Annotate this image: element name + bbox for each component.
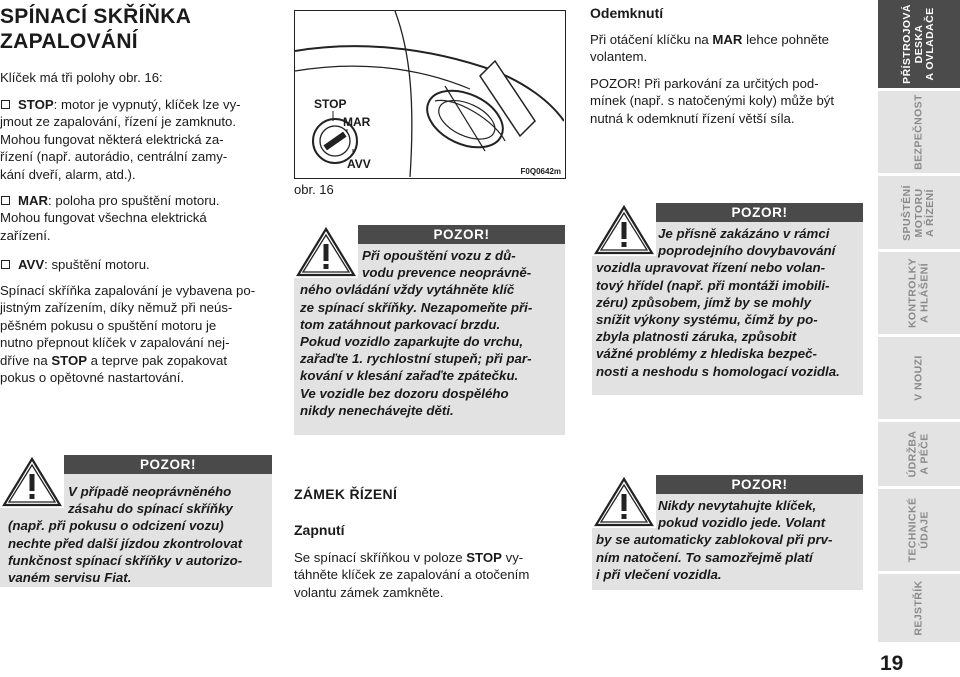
sidebar-tab-label bbox=[902, 4, 937, 84]
body-line: vy- bbox=[501, 550, 524, 565]
sidebar-tab-v-nouzi[interactable] bbox=[878, 337, 960, 419]
warning-line: ného ovládání vždy vytáhněte klíč bbox=[300, 282, 515, 298]
tab-line: A PÉČE bbox=[918, 433, 930, 475]
sidebar-tab-pristrojova-deska[interactable] bbox=[878, 0, 960, 88]
stop-key: STOP bbox=[18, 97, 54, 112]
tab-line: ÚDRŽBA bbox=[906, 430, 919, 478]
body-line: volantu zámek zamkněte. bbox=[294, 584, 444, 600]
lock-paragraph bbox=[0, 282, 272, 386]
sidebar-tab-label bbox=[908, 431, 931, 478]
section-title: ZÁMEK ŘÍZENÍ bbox=[294, 486, 398, 502]
intro-label: Klíček má tři polohy obr. 16: bbox=[0, 70, 163, 85]
sidebar-tab-technicke-udaje[interactable] bbox=[878, 489, 960, 571]
warning-line: Nikdy nevytahujte klíček, bbox=[658, 498, 817, 513]
sidebar-tab-rejstrik[interactable] bbox=[878, 574, 960, 642]
warning-header: POZOR! bbox=[358, 225, 565, 244]
warning-line: vážné problémy z hlediska bezpeč- bbox=[596, 346, 817, 362]
warning-line: kování v klesání zařaďte zpátečku. bbox=[300, 368, 519, 384]
title-line-1: SPÍNACÍ SKŘÍŇKA bbox=[0, 5, 192, 28]
warning-line: ze spínací skříňky. Nezapomeňte při- bbox=[300, 299, 533, 315]
checkbox-square-icon bbox=[1, 100, 10, 109]
warning-line: V případě neoprávněného bbox=[68, 484, 232, 499]
mar-inline: MAR bbox=[712, 32, 743, 47]
tab-line: MOTORU bbox=[912, 188, 925, 237]
warning-line: i při vlečení vozidla. bbox=[596, 566, 722, 582]
avv-key: AVV bbox=[18, 257, 45, 272]
warning-line: tom zatáhnout parkovací brzdu. bbox=[300, 316, 501, 332]
warning-line: Pokud vozidlo zaparkujte do vrchu, bbox=[300, 334, 524, 350]
body-line: Při otáčení klíčku na bbox=[590, 32, 713, 47]
warning-line: zařaďte 1. rychlostní stupeň; při par- bbox=[300, 351, 532, 367]
body-line: lehce pohněte bbox=[742, 32, 829, 47]
warning-line: ním natočení. To samozřejmě platí bbox=[596, 549, 813, 565]
warning-line: funkčnost spínací skříňky v autorizo- bbox=[8, 552, 243, 568]
warning-box bbox=[294, 225, 565, 435]
tab-line: PŘÍSTROJOVÁ bbox=[900, 4, 913, 84]
body-line: Se spínací skříňkou v poloze bbox=[294, 550, 467, 565]
tab-line: A ŘÍZENÍ bbox=[923, 188, 936, 237]
figure-caption: obr. 16 bbox=[294, 182, 334, 197]
body-line: mínek (např. s natočenými koly) může být bbox=[590, 93, 835, 109]
title-line-2: ZAPALOVÁNÍ bbox=[0, 30, 138, 53]
warning-line: Je přísně zakázáno v rámci bbox=[658, 226, 830, 241]
figure-label-stop: STOP bbox=[314, 97, 347, 111]
mar-line: zařízení. bbox=[0, 227, 51, 243]
warning-line: Při opouštění vozu z dů- bbox=[362, 248, 516, 263]
tab-line: TECHNICKÉ bbox=[906, 497, 919, 563]
bullet-avv bbox=[0, 256, 272, 273]
odemknuti-text bbox=[590, 31, 862, 66]
warning-line: vozidla upravovat řízení nebo volan- bbox=[596, 260, 826, 276]
tab-line: A OVLADAČE bbox=[923, 7, 936, 81]
paragraph-line: nutno přepnout klíček v zapalování nej- bbox=[0, 335, 230, 351]
warning-header: POZOR! bbox=[64, 455, 272, 474]
mar-line: : poloha pro spuštění motoru. bbox=[48, 193, 220, 208]
paragraph-line: jistným zařízením, díky němuž při neús- bbox=[0, 300, 233, 316]
avv-line: : spuštění motoru. bbox=[44, 257, 150, 272]
body-line: POZOR! Při parkování za určitých pod- bbox=[590, 76, 819, 91]
warning-text bbox=[596, 497, 861, 583]
warning-line: by se automaticky zablokoval při prv- bbox=[596, 532, 833, 548]
warning-line: nechte před další jízdou zkontrolovat bbox=[8, 535, 243, 551]
sidebar-tab-kontrolky[interactable] bbox=[878, 252, 960, 334]
checkbox-square-icon bbox=[1, 196, 10, 205]
page-number: 19 bbox=[880, 652, 904, 675]
bullet-mar bbox=[0, 192, 272, 244]
stop-line: : motor je vypnutý, klíček lze vy- bbox=[53, 97, 241, 112]
warning-line: Ve vozidle bez dozoru dospělého bbox=[300, 385, 509, 401]
sidebar-tab-label bbox=[902, 185, 937, 241]
pozor-note bbox=[590, 75, 865, 127]
tab-line: V NOUZI bbox=[912, 355, 925, 401]
body-line: nutná k odemknutí řízení větší síla. bbox=[590, 110, 795, 126]
sidebar-tab-spusteni-motoru[interactable] bbox=[878, 176, 960, 249]
warning-line: vaném servisu Fiat. bbox=[8, 570, 132, 586]
warning-text bbox=[300, 247, 564, 419]
paragraph-line: Spínací skříňka zapalování je vybavena po- bbox=[0, 283, 256, 298]
warning-header: POZOR! bbox=[656, 203, 863, 222]
mar-line: Mohou fungovat všechna elektrická bbox=[0, 210, 207, 226]
warning-line: nikdy nenechávejte děti. bbox=[300, 402, 454, 418]
warning-line: snížit výkony systému, čímž by po- bbox=[596, 312, 818, 328]
warning-box bbox=[592, 203, 863, 395]
sidebar-tab-label bbox=[913, 355, 925, 400]
tab-line: DESKA bbox=[912, 24, 925, 64]
figure-code: F0Q0642m bbox=[520, 167, 561, 176]
stop-line: kání dveří, alarm, atd.). bbox=[0, 166, 136, 182]
body-line: volantem. bbox=[590, 49, 648, 65]
warning-line: zéru) způsobem, jímž by se mohly bbox=[596, 294, 812, 310]
paragraph-line: a teprve pak zopakovat bbox=[87, 352, 228, 368]
sidebar-tab-label bbox=[913, 580, 925, 635]
body-line: táhněte klíček ze zapalování a otočením bbox=[294, 567, 530, 583]
warning-line: poprodejního dovybavování bbox=[658, 243, 836, 259]
ignition-figure bbox=[294, 10, 566, 179]
warning-line: (např. při pokusu o odcizení vozu) bbox=[8, 518, 224, 534]
sidebar-tab-bezpecnost[interactable] bbox=[878, 91, 960, 173]
intro-text bbox=[0, 69, 272, 86]
sidebar-tab-label bbox=[908, 258, 931, 328]
tab-line: BEZPEČNOST bbox=[912, 94, 925, 170]
stop-line: Mohou fungovat některá elektrická za- bbox=[0, 131, 224, 147]
figure-label-avv: AVV bbox=[347, 157, 371, 171]
warning-line: zbyla platnosti záruka, způsobit bbox=[596, 329, 797, 345]
warning-box bbox=[0, 455, 272, 587]
paragraph-line: pěšném pokusu o spuštění motoru je bbox=[0, 317, 217, 333]
warning-line: nosti a neshodu s homologací vozidla. bbox=[596, 363, 840, 379]
warning-text bbox=[8, 483, 270, 586]
warning-text bbox=[596, 225, 861, 380]
warning-line: zásahu do spínací skříňky bbox=[68, 501, 233, 517]
warning-line: pokud vozidlo jede. Volant bbox=[658, 515, 826, 531]
tab-line: KONTROLKY bbox=[906, 257, 919, 329]
page-title bbox=[0, 4, 270, 54]
zapnuti-text bbox=[294, 549, 566, 601]
warning-line: vodu prevence neoprávně- bbox=[362, 265, 532, 281]
tab-line: A HLÁŠENÍ bbox=[918, 263, 930, 323]
mar-key: MAR bbox=[18, 193, 49, 208]
subtitle-zapnuti: Zapnutí bbox=[294, 522, 345, 538]
tab-line: REJSTŘÍK bbox=[912, 580, 925, 636]
checkbox-square-icon bbox=[1, 260, 10, 269]
tab-line: SPUŠTĚNÍ bbox=[900, 184, 913, 241]
warning-line: tový hřídel (např. při montáži imobili- bbox=[596, 277, 830, 293]
sidebar-tab-udrzba[interactable] bbox=[878, 422, 960, 486]
warning-box bbox=[592, 475, 863, 590]
sidebar-tab-label bbox=[913, 94, 925, 170]
warning-header: POZOR! bbox=[656, 475, 863, 494]
paragraph-line: dříve na bbox=[0, 352, 52, 368]
bullet-stop bbox=[0, 96, 272, 183]
stop-line: řízení (např. autorádio, centrální zamy- bbox=[0, 149, 228, 165]
subtitle-odemknuti: Odemknutí bbox=[590, 5, 664, 21]
sidebar-tab-label bbox=[908, 498, 931, 563]
stop-inline: STOP bbox=[51, 352, 87, 368]
stop-inline: STOP bbox=[466, 550, 502, 565]
figure-label-mar: MAR bbox=[343, 115, 371, 129]
tab-line: ÚDAJE bbox=[918, 511, 930, 549]
stop-line: jmout ze zapalování, řízení je zamknuto. bbox=[0, 114, 237, 130]
paragraph-line: pokus o opětovné nastartování. bbox=[0, 370, 185, 386]
